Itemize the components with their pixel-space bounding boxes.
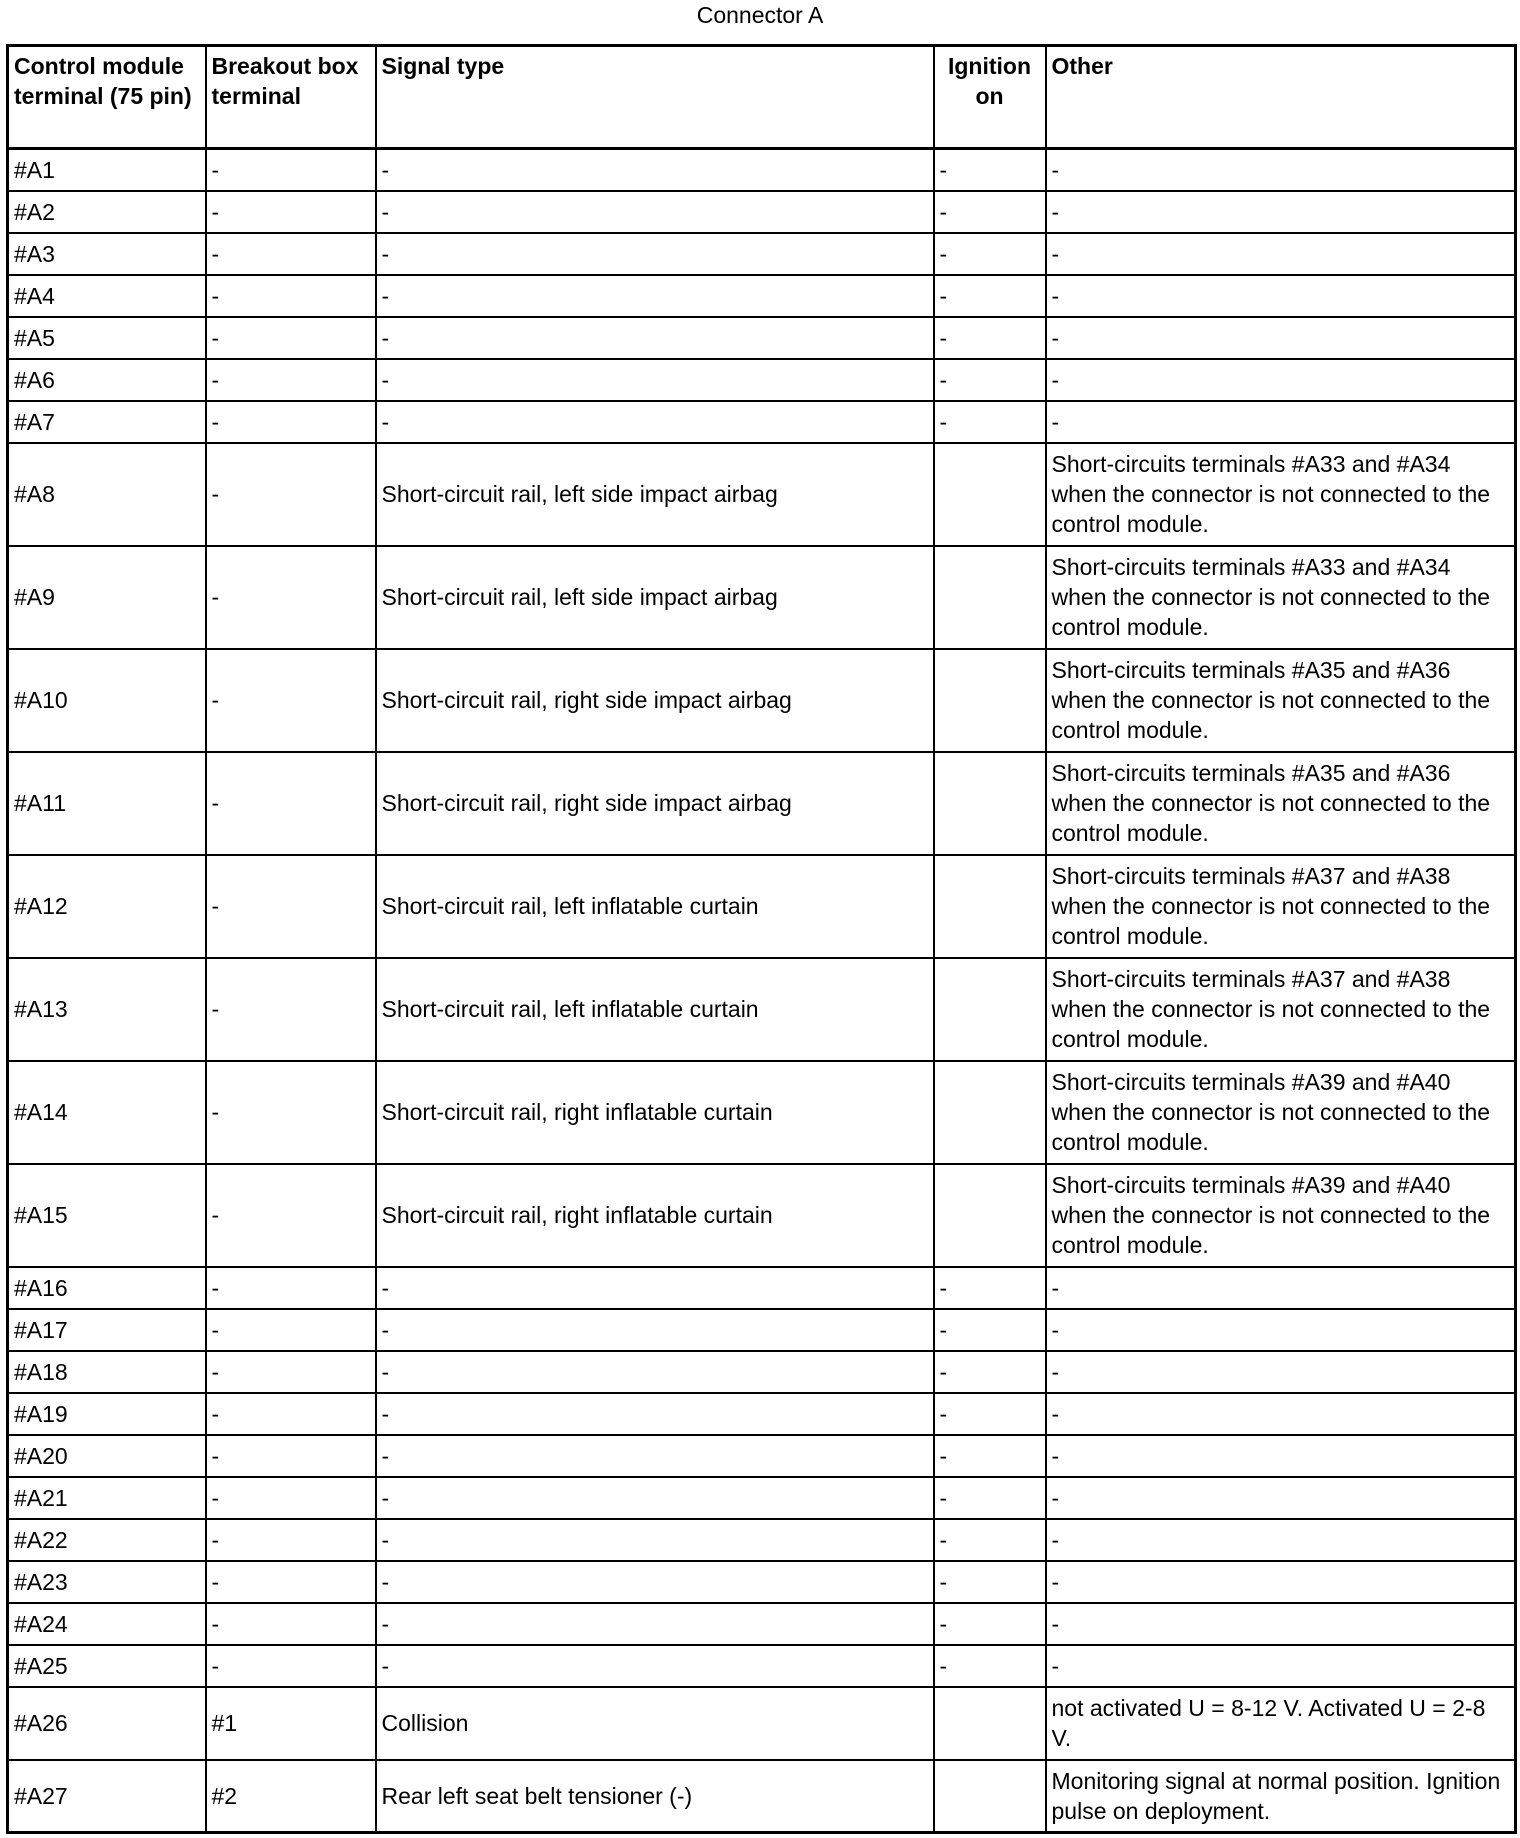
- cell-ignition-on: [934, 649, 1046, 752]
- cell-other: -: [1046, 1561, 1516, 1603]
- cell-breakout: -: [206, 1164, 376, 1267]
- cell-ignition-on: [934, 752, 1046, 855]
- header-other: Other: [1046, 46, 1516, 149]
- cell-other: -: [1046, 401, 1516, 443]
- cell-ignition-on: [934, 855, 1046, 958]
- cell-other: -: [1046, 359, 1516, 401]
- cell-ignition-on: -: [934, 317, 1046, 359]
- cell-breakout: -: [206, 191, 376, 233]
- cell-signal-type: Short-circuit rail, right inflatable curtain: [376, 1164, 934, 1267]
- table-row: [8, 546, 1516, 649]
- cell-ignition-on: -: [934, 1309, 1046, 1351]
- cell-other: Short-circuits terminals #A35 and #A36 when the connector is not connected to the control module.: [1046, 649, 1516, 752]
- cell-terminal: #A12: [8, 855, 206, 958]
- cell-other: Short-circuits terminals #A39 and #A40 when the connector is not connected to the control module.: [1046, 1061, 1516, 1164]
- cell-signal-type: Rear left seat belt tensioner (-): [376, 1760, 934, 1833]
- cell-signal-type: -: [376, 317, 934, 359]
- cell-signal-type: -: [376, 359, 934, 401]
- cell-breakout: -: [206, 1645, 376, 1687]
- connector-table: [6, 44, 1517, 1834]
- cell-breakout: -: [206, 1309, 376, 1351]
- cell-terminal: #A14: [8, 1061, 206, 1164]
- cell-breakout: -: [206, 649, 376, 752]
- table-row: [8, 275, 1516, 317]
- cell-breakout: -: [206, 359, 376, 401]
- cell-other: -: [1046, 1645, 1516, 1687]
- cell-terminal: #A24: [8, 1603, 206, 1645]
- cell-signal-type: -: [376, 1309, 934, 1351]
- table-row: [8, 233, 1516, 275]
- cell-signal-type: Short-circuit rail, right side impact airbag: [376, 752, 934, 855]
- cell-ignition-on: [934, 958, 1046, 1061]
- cell-ignition-on: -: [934, 1267, 1046, 1309]
- cell-breakout: -: [206, 752, 376, 855]
- cell-signal-type: -: [376, 1393, 934, 1435]
- cell-terminal: #A17: [8, 1309, 206, 1351]
- cell-terminal: #A6: [8, 359, 206, 401]
- cell-ignition-on: -: [934, 401, 1046, 443]
- cell-ignition-on: -: [934, 1477, 1046, 1519]
- cell-breakout: -: [206, 401, 376, 443]
- cell-other: -: [1046, 1309, 1516, 1351]
- table-body: [8, 149, 1516, 1833]
- cell-terminal: #A27: [8, 1760, 206, 1833]
- cell-breakout: -: [206, 1393, 376, 1435]
- table-row: [8, 1351, 1516, 1393]
- cell-other: -: [1046, 1435, 1516, 1477]
- cell-breakout: #1: [206, 1687, 376, 1760]
- table-row: [8, 191, 1516, 233]
- table-row: [8, 1267, 1516, 1309]
- cell-other: -: [1046, 1519, 1516, 1561]
- cell-other: Short-circuits terminals #A33 and #A34 when the connector is not connected to the control module.: [1046, 546, 1516, 649]
- table-row: [8, 1760, 1516, 1833]
- cell-signal-type: -: [376, 1645, 934, 1687]
- cell-terminal: #A18: [8, 1351, 206, 1393]
- cell-breakout: -: [206, 1477, 376, 1519]
- header-terminal: Control module terminal (75 pin): [8, 46, 206, 149]
- cell-ignition-on: [934, 1164, 1046, 1267]
- cell-breakout: -: [206, 149, 376, 191]
- cell-ignition-on: -: [934, 233, 1046, 275]
- cell-terminal: #A9: [8, 546, 206, 649]
- cell-breakout: -: [206, 1435, 376, 1477]
- table-row: [8, 958, 1516, 1061]
- cell-terminal: #A2: [8, 191, 206, 233]
- table-row: [8, 1164, 1516, 1267]
- cell-ignition-on: -: [934, 275, 1046, 317]
- header-signal-type: Signal type: [376, 46, 934, 149]
- cell-signal-type: -: [376, 1477, 934, 1519]
- cell-terminal: #A10: [8, 649, 206, 752]
- cell-breakout: -: [206, 1061, 376, 1164]
- cell-ignition-on: [934, 1760, 1046, 1833]
- cell-other: -: [1046, 317, 1516, 359]
- cell-terminal: #A16: [8, 1267, 206, 1309]
- cell-terminal: #A3: [8, 233, 206, 275]
- table-row: [8, 855, 1516, 958]
- table-row: [8, 1435, 1516, 1477]
- cell-terminal: #A5: [8, 317, 206, 359]
- cell-terminal: #A11: [8, 752, 206, 855]
- cell-breakout: -: [206, 1519, 376, 1561]
- cell-breakout: -: [206, 546, 376, 649]
- cell-other: Short-circuits terminals #A37 and #A38 when the connector is not connected to the control module.: [1046, 958, 1516, 1061]
- cell-terminal: #A13: [8, 958, 206, 1061]
- table-row: [8, 1309, 1516, 1351]
- cell-other: Short-circuits terminals #A35 and #A36 when the connector is not connected to the control module.: [1046, 752, 1516, 855]
- cell-breakout: -: [206, 855, 376, 958]
- cell-signal-type: -: [376, 1519, 934, 1561]
- cell-other: -: [1046, 1267, 1516, 1309]
- table-header: [8, 46, 1516, 149]
- cell-breakout: #2: [206, 1760, 376, 1833]
- cell-breakout: -: [206, 1351, 376, 1393]
- cell-ignition-on: -: [934, 1645, 1046, 1687]
- cell-ignition-on: -: [934, 191, 1046, 233]
- cell-terminal: #A7: [8, 401, 206, 443]
- cell-signal-type: Short-circuit rail, right inflatable curtain: [376, 1061, 934, 1164]
- cell-signal-type: -: [376, 1561, 934, 1603]
- cell-other: -: [1046, 191, 1516, 233]
- table-row: [8, 1687, 1516, 1760]
- cell-ignition-on: -: [934, 1435, 1046, 1477]
- table-row: [8, 1519, 1516, 1561]
- cell-signal-type: Collision: [376, 1687, 934, 1760]
- cell-terminal: #A1: [8, 149, 206, 191]
- table-row: [8, 649, 1516, 752]
- cell-other: -: [1046, 1603, 1516, 1645]
- cell-other: Monitoring signal at normal position. Ignition pulse on deployment.: [1046, 1760, 1516, 1833]
- cell-signal-type: Short-circuit rail, left inflatable curtain: [376, 958, 934, 1061]
- header-breakout: Breakout box terminal: [206, 46, 376, 149]
- cell-other: -: [1046, 1393, 1516, 1435]
- cell-terminal: #A15: [8, 1164, 206, 1267]
- cell-other: Short-circuits terminals #A39 and #A40 when the connector is not connected to the control module.: [1046, 1164, 1516, 1267]
- cell-ignition-on: -: [934, 359, 1046, 401]
- cell-signal-type: Short-circuit rail, left side impact airbag: [376, 443, 934, 546]
- cell-other: -: [1046, 275, 1516, 317]
- cell-terminal: #A4: [8, 275, 206, 317]
- table-row: [8, 149, 1516, 191]
- table-row: [8, 1393, 1516, 1435]
- table-row: [8, 1561, 1516, 1603]
- table-row: [8, 317, 1516, 359]
- cell-ignition-on: [934, 443, 1046, 546]
- cell-signal-type: -: [376, 401, 934, 443]
- table-caption: Connector A: [696, 2, 824, 28]
- cell-ignition-on: [934, 1687, 1046, 1760]
- cell-other: -: [1046, 1351, 1516, 1393]
- cell-terminal: #A8: [8, 443, 206, 546]
- cell-ignition-on: [934, 546, 1046, 649]
- table-row: [8, 1603, 1516, 1645]
- cell-breakout: -: [206, 275, 376, 317]
- cell-terminal: #A26: [8, 1687, 206, 1760]
- table-row: [8, 401, 1516, 443]
- cell-terminal: #A23: [8, 1561, 206, 1603]
- cell-terminal: #A20: [8, 1435, 206, 1477]
- cell-breakout: -: [206, 1267, 376, 1309]
- cell-other: Short-circuits terminals #A37 and #A38 when the connector is not connected to the control module.: [1046, 855, 1516, 958]
- cell-other: not activated U = 8-12 V. Activated U = 2-8 V.: [1046, 1687, 1516, 1760]
- cell-signal-type: -: [376, 1267, 934, 1309]
- table-row: [8, 443, 1516, 546]
- cell-signal-type: -: [376, 233, 934, 275]
- cell-ignition-on: -: [934, 1561, 1046, 1603]
- cell-other: -: [1046, 149, 1516, 191]
- cell-signal-type: -: [376, 1603, 934, 1645]
- cell-breakout: -: [206, 443, 376, 546]
- cell-breakout: -: [206, 1561, 376, 1603]
- cell-breakout: -: [206, 317, 376, 359]
- header-ignition-on: Ignition on: [934, 46, 1046, 149]
- cell-other: Short-circuits terminals #A33 and #A34 when the connector is not connected to the control module.: [1046, 443, 1516, 546]
- cell-terminal: #A25: [8, 1645, 206, 1687]
- cell-signal-type: Short-circuit rail, left inflatable curtain: [376, 855, 934, 958]
- cell-signal-type: Short-circuit rail, left side impact airbag: [376, 546, 934, 649]
- cell-ignition-on: -: [934, 1603, 1046, 1645]
- cell-ignition-on: [934, 1061, 1046, 1164]
- table-row: [8, 1645, 1516, 1687]
- cell-breakout: -: [206, 958, 376, 1061]
- table-row: [8, 752, 1516, 855]
- cell-ignition-on: -: [934, 1351, 1046, 1393]
- cell-signal-type: -: [376, 1351, 934, 1393]
- cell-other: -: [1046, 233, 1516, 275]
- table-row: [8, 359, 1516, 401]
- cell-ignition-on: -: [934, 149, 1046, 191]
- header-row: [8, 46, 1516, 149]
- cell-breakout: -: [206, 1603, 376, 1645]
- cell-signal-type: -: [376, 275, 934, 317]
- cell-terminal: #A21: [8, 1477, 206, 1519]
- cell-terminal: #A19: [8, 1393, 206, 1435]
- cell-ignition-on: -: [934, 1393, 1046, 1435]
- table-row: [8, 1477, 1516, 1519]
- cell-signal-type: -: [376, 191, 934, 233]
- cell-terminal: #A22: [8, 1519, 206, 1561]
- cell-signal-type: -: [376, 149, 934, 191]
- cell-other: -: [1046, 1477, 1516, 1519]
- cell-signal-type: -: [376, 1435, 934, 1477]
- cell-signal-type: Short-circuit rail, right side impact airbag: [376, 649, 934, 752]
- cell-breakout: -: [206, 233, 376, 275]
- cell-ignition-on: -: [934, 1519, 1046, 1561]
- table-row: [8, 1061, 1516, 1164]
